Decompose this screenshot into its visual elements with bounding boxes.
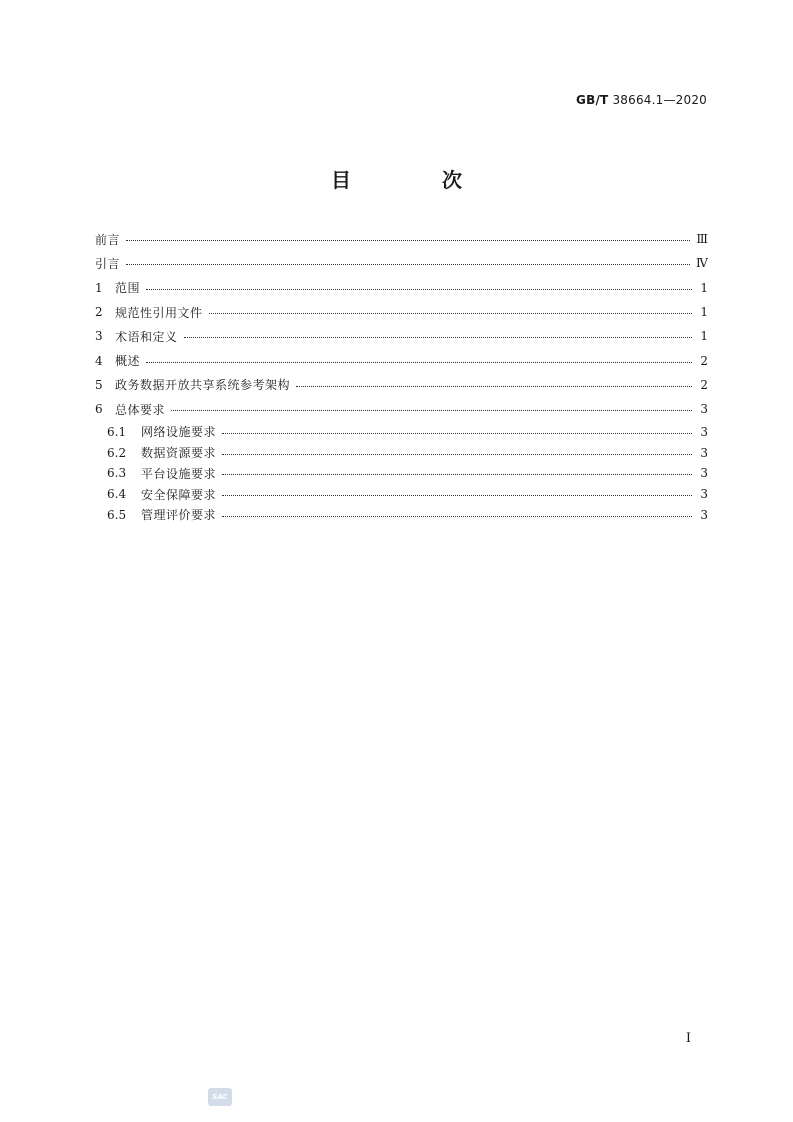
toc-leader-dots (222, 453, 692, 455)
toc-page: 2 (700, 377, 708, 392)
toc-entry-6-4[interactable] (95, 484, 708, 505)
toc-page: 3 (700, 487, 708, 502)
standard-prefix: GB/T (576, 93, 609, 107)
toc-number: 6.5 (107, 507, 127, 522)
toc-number: 6.3 (107, 466, 127, 481)
toc-page: Ⅲ (696, 232, 708, 247)
toc-number: 3 (95, 329, 103, 344)
toc-number: 6.2 (107, 445, 127, 460)
toc-page: 3 (700, 445, 708, 460)
toc-leader-dots (184, 336, 692, 338)
toc-page: 1 (700, 329, 708, 344)
page-title: 目 次 (331, 168, 504, 192)
page-number: I (685, 1031, 691, 1046)
toc-entry-4[interactable] (95, 348, 708, 372)
standard-number (576, 93, 707, 107)
toc-leader-dots (222, 494, 692, 496)
toc-leader-dots (209, 312, 692, 314)
toc-leader-dots (126, 239, 690, 241)
toc-number: 6.1 (107, 424, 127, 439)
sac-watermark-logo: SAC (208, 1088, 232, 1106)
toc-label: 数据资源要求 (141, 446, 217, 461)
toc-number: 6 (95, 402, 103, 417)
toc-entry-6-1[interactable] (95, 421, 708, 442)
toc-label: 范围 (115, 281, 141, 296)
toc-label: 安全保障要求 (141, 487, 217, 502)
toc-leader-dots (171, 409, 692, 411)
toc-label: 规范性引用文件 (115, 305, 203, 320)
toc-number: 2 (95, 305, 103, 320)
toc-leader-dots (222, 515, 692, 517)
toc-entry-5[interactable] (95, 373, 708, 397)
toc-entry-6-2[interactable] (95, 442, 708, 463)
toc-entry-6-3[interactable] (95, 463, 708, 484)
table-of-contents (95, 227, 708, 525)
toc-number: 4 (95, 353, 103, 368)
toc-leader-dots (146, 288, 692, 290)
toc-label: 概述 (115, 354, 141, 369)
toc-leader-dots (222, 473, 692, 475)
toc-leader-dots (126, 263, 690, 265)
toc-entry-6-5[interactable] (95, 505, 708, 526)
toc-label: 管理评价要求 (141, 508, 217, 523)
toc-page: Ⅳ (696, 256, 708, 271)
toc-page: 3 (700, 466, 708, 481)
standard-code: 38664.1—2020 (612, 93, 707, 107)
toc-entry-2[interactable] (95, 300, 708, 324)
toc-entry-introduction[interactable] (95, 251, 708, 275)
toc-page: 3 (700, 507, 708, 522)
toc-entry-3[interactable] (95, 324, 708, 348)
toc-entry-6[interactable] (95, 397, 708, 421)
toc-number: 1 (95, 280, 103, 295)
toc-page: 1 (700, 280, 708, 295)
toc-leader-dots (296, 385, 692, 387)
toc-label: 引言 (95, 256, 121, 271)
toc-page: 2 (700, 353, 708, 368)
toc-label: 平台设施要求 (141, 466, 217, 481)
toc-label: 前言 (95, 232, 121, 247)
toc-entry-foreword[interactable] (95, 227, 708, 251)
toc-page: 3 (700, 424, 708, 439)
toc-number: 6.4 (107, 487, 127, 502)
toc-label: 政务数据开放共享系统参考架构 (115, 378, 291, 393)
toc-number: 5 (95, 377, 103, 392)
toc-page: 1 (700, 305, 708, 320)
toc-entry-1[interactable] (95, 276, 708, 300)
toc-label: 总体要求 (115, 402, 166, 417)
toc-leader-dots (222, 432, 692, 434)
toc-page: 3 (700, 402, 708, 417)
toc-leader-dots (146, 361, 692, 363)
toc-label: 网络设施要求 (141, 425, 217, 440)
toc-label: 术语和定义 (115, 329, 178, 344)
